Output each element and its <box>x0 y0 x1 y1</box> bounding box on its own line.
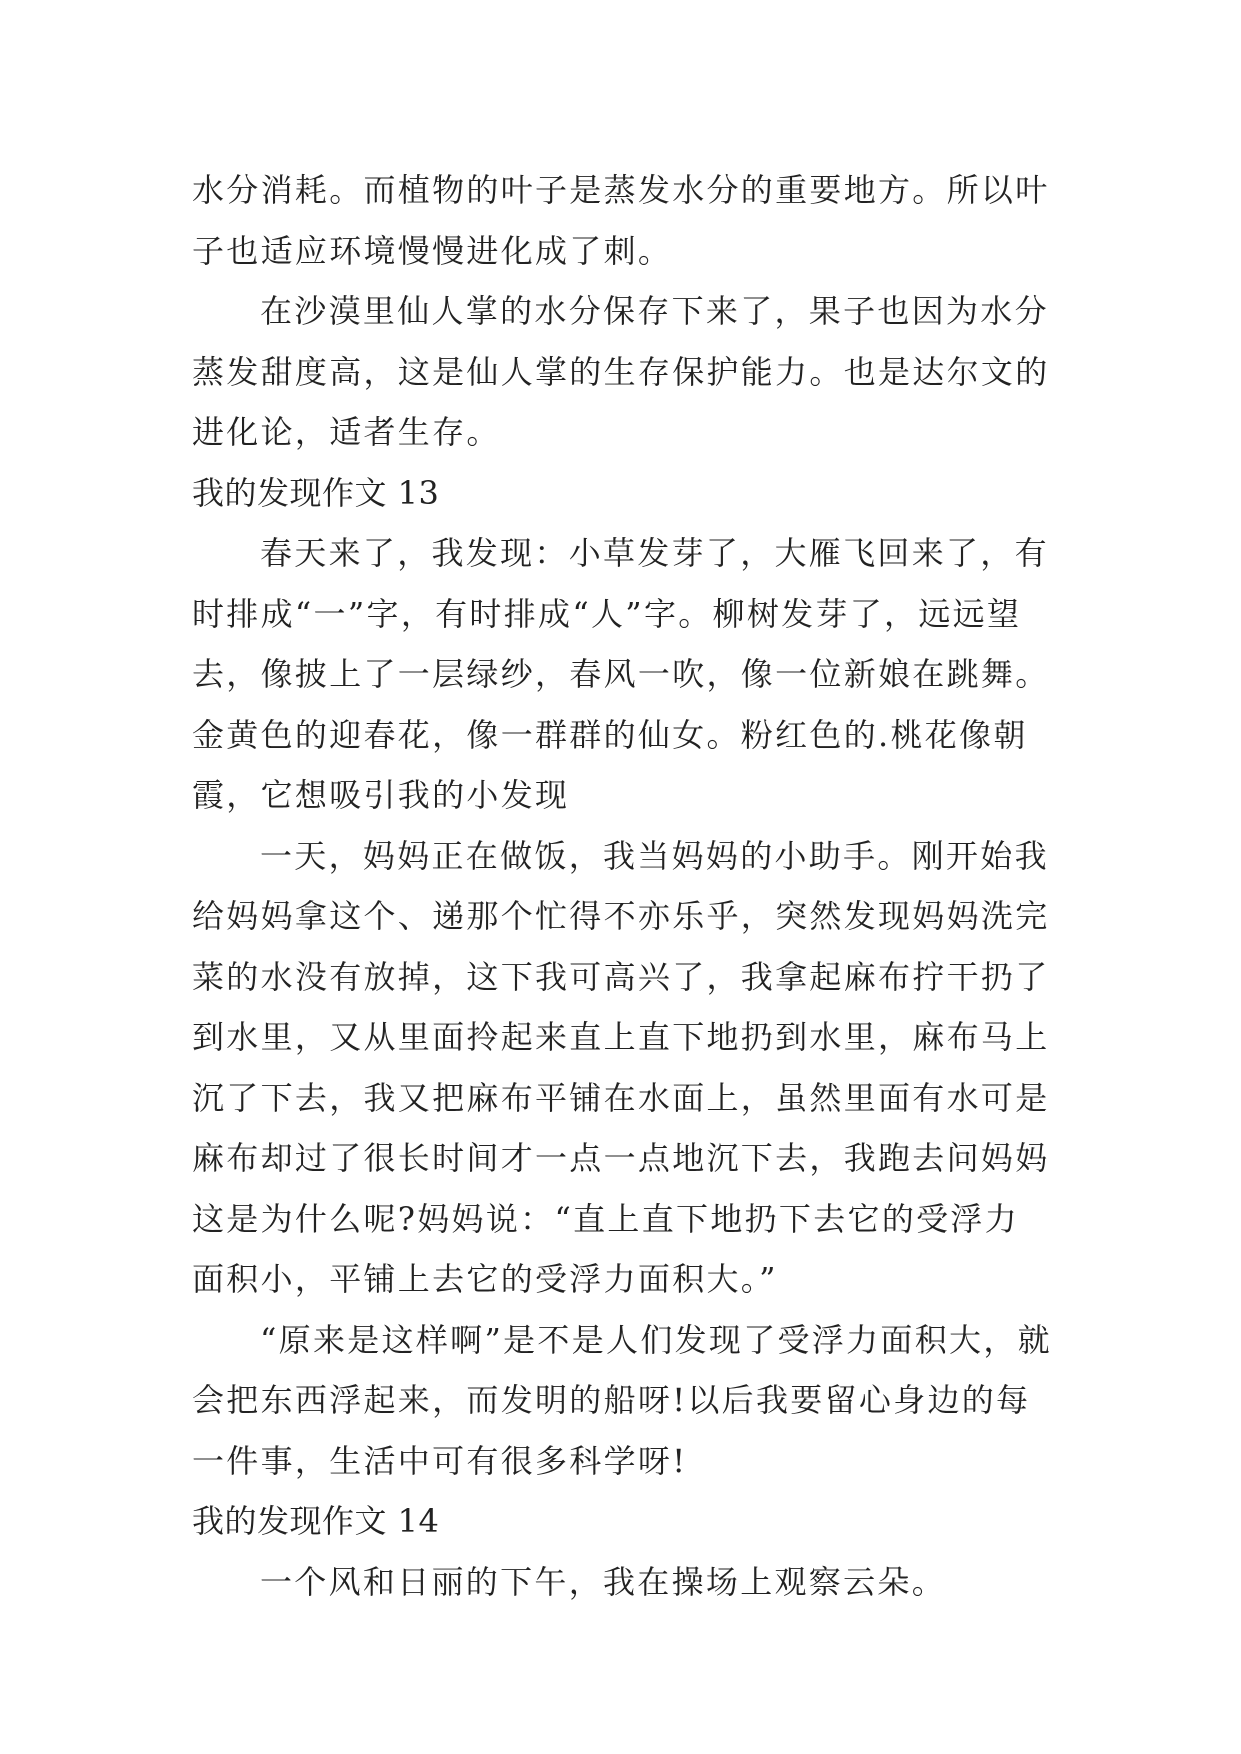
essay-heading: 我的发现作文 13 <box>192 473 440 512</box>
paragraph: 水分消耗。而植物的叶子是蒸发水分的重要地方。所以叶子也适应环境慢慢进化成了刺。 <box>192 171 1050 270</box>
paragraph: 春天来了，我发现：小草发芽了，大雁飞回来了，有时排成“一”字，有时排成“人”字。柳树发芽了，远远望去，像披上了一层绿纱，春风一吹，像一位新娘在跳舞。金黄色的迎春花，像一群群的仙女。粉红色的.桃花像朝霞，它想吸引我的小发现 <box>192 534 1050 814</box>
document-body <box>192 160 1052 1612</box>
paragraph: 在沙漠里仙人掌的水分保存下来了，果子也因为水分蒸发甜度高，这是仙人掌的生存保护能力。也是达尔文的进化论，适者生存。 <box>192 292 1050 451</box>
paragraph: “原来是这样啊”是不是人们发现了受浮力面积大，就会把东西浮起来，而发明的船呀!以后我要留心身边的每一件事，生活中可有很多科学呀! <box>192 1320 1052 1480</box>
paragraph: 一天，妈妈正在做饭，我当妈妈的小助手。刚开始我给妈妈拿这个、递那个忙得不亦乐乎，突然发现妈妈洗完菜的水没有放掉，这下我可高兴了，我拿起麻布拧干扔了到水里，又从里面拎起来直上直下地扔到水里，麻布马上沉了下去，我又把麻布平铺在水面上，虽然里面有水可是麻布却过了很长时间才一点一点地沉下去，我跑去问妈妈这是为什么呢?妈妈说：“直上直下地扔下去它的受浮力面积小，平铺上去它的受浮力面积大。” <box>192 836 1050 1298</box>
essay-heading: 我的发现作文 14 <box>192 1502 440 1540</box>
paragraph: 一个风和日丽的下午，我在操场上观察云朵。 <box>260 1562 947 1601</box>
